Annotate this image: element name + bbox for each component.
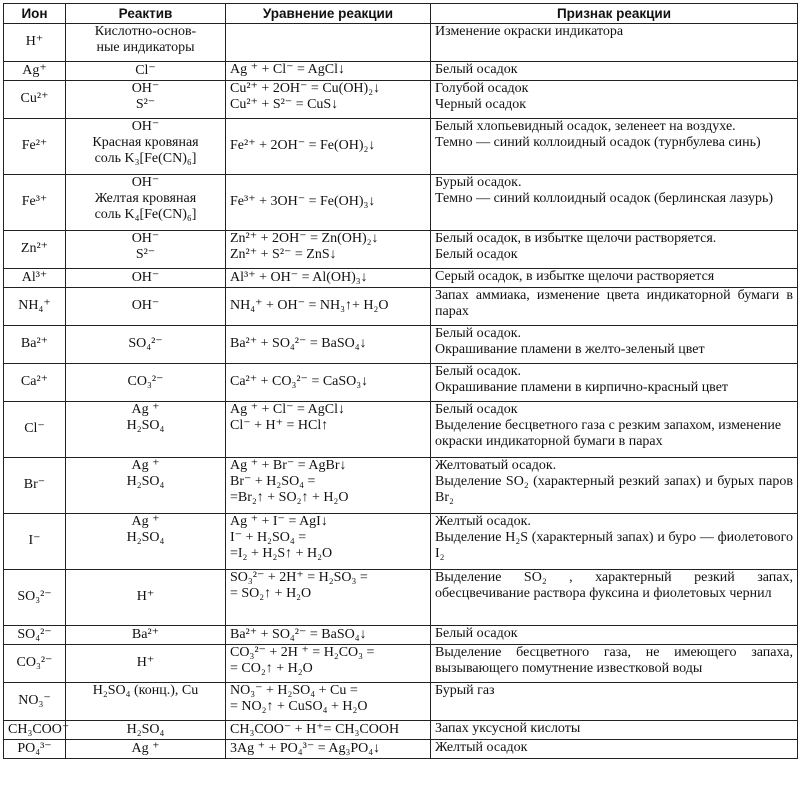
sign-cell-line: Темно — синий коллоидный осадок (турнбулева синь): [435, 135, 761, 151]
header-reagent: Реактив: [66, 4, 226, 24]
sign-cell: [431, 231, 798, 269]
equation-cell-line: Fe³⁺ + 3OH⁻ = Fe(OH)₃↓: [230, 194, 376, 210]
equation-cell-line: I⁻ + H₂SO₄ =: [230, 530, 307, 546]
reagent-cell: [66, 570, 226, 626]
reagent-cell-line: Кислотно-основ-: [94, 24, 197, 39]
equation-cell-line: Zn²⁺ + S²⁻ = ZnS↓: [230, 247, 337, 263]
header-equation: Уравнение реакции: [226, 4, 431, 24]
ion-cell: CO₃²⁻: [4, 645, 66, 683]
sign-cell-line: Голубой осадок: [435, 81, 529, 96]
equation-cell: [226, 326, 431, 364]
sign-cell: [431, 645, 798, 683]
sign-cell-line: Окрашивание пламени в кирпично-красный цвет: [435, 380, 729, 396]
reagent-cell: [66, 626, 226, 645]
sign-cell-line: Желтый осадок: [435, 740, 528, 755]
reagent-cell-line: S²⁻: [135, 247, 156, 263]
sign-cell: [431, 740, 798, 759]
sign-cell: [431, 626, 798, 645]
equation-cell-line: 3Ag ⁺ + PO₄³⁻ = Ag₃PO₄↓: [230, 740, 381, 756]
reagent-cell: [66, 402, 226, 458]
table-row: [4, 62, 798, 81]
equation-cell: [226, 740, 431, 759]
equation-cell-line: Ag ⁺ + I⁻ = AgI↓: [230, 514, 328, 529]
ion-cell: PO₄³⁻: [4, 740, 66, 759]
table-row: [4, 721, 798, 740]
equation-cell: [226, 514, 431, 570]
reagent-cell-line: H₂SO₄: [126, 474, 165, 490]
sign-cell: [431, 24, 798, 62]
sign-cell-line: Бурый газ: [435, 683, 495, 698]
reagent-cell: [66, 81, 226, 119]
table-row: [4, 288, 798, 326]
reagent-cell-line: S²⁻: [135, 97, 156, 113]
reagent-cell-line: соль K₃[Fe(CN)₆]: [94, 151, 197, 167]
equation-cell: [226, 119, 431, 175]
equation-cell-line: = NO₂↑ + CuSO₄ + H₂O: [230, 699, 368, 715]
equation-cell-line: Ag ⁺ + Cl⁻ = AgCl↓: [230, 402, 345, 417]
equation-cell: [226, 570, 431, 626]
table-body: [4, 24, 798, 759]
reagent-cell-line: H₂SO₄: [126, 530, 165, 546]
ion-cell: SO₃²⁻: [4, 570, 66, 626]
table-row: [4, 269, 798, 288]
equation-cell: [226, 269, 431, 288]
equation-cell-line: Fe²⁺ + 2OH⁻ = Fe(OH)₂↓: [230, 138, 376, 154]
sign-cell: [431, 119, 798, 175]
sign-cell-line: Белый осадок: [435, 402, 518, 417]
reagent-cell-line: OH⁻: [131, 81, 160, 96]
sign-cell-line: Выделение SO₂ , характерный резкий запах, обесцвечивание раствора фуксина и фиолетовых чернил: [435, 570, 793, 602]
table-row: [4, 81, 798, 119]
equation-cell-line: =I₂ + H₂S↑ + H₂O: [230, 546, 333, 562]
ion-cell: Fe³⁺: [4, 175, 66, 231]
reagent-cell-line: H₂SO₄: [126, 721, 165, 737]
reagent-cell: [66, 740, 226, 759]
sign-cell-line: Выделение бесцветного газа, не имеющего запаха, вызывающего помутнение известковой воды: [435, 645, 793, 677]
reagent-cell: [66, 683, 226, 721]
equation-cell-line: Ca²⁺ + CO₃²⁻ = CaSO₃↓: [230, 374, 369, 390]
reagent-cell-line: OH⁻: [131, 175, 160, 190]
sign-cell: [431, 683, 798, 721]
reagent-cell-line: соль K₄[Fe(CN)₆]: [94, 207, 197, 223]
equation-cell-line: NO₃⁻ + H₂SO₄ + Cu =: [230, 683, 358, 698]
ion-cell: Br⁻: [4, 458, 66, 514]
ion-cell: Zn²⁺: [4, 231, 66, 269]
sign-cell: [431, 570, 798, 626]
ion-cell: Ag⁺: [4, 62, 66, 81]
reagent-cell-line: OH⁻: [131, 119, 160, 134]
reagent-cell-line: Красная кровяная: [92, 135, 199, 151]
sign-cell: [431, 514, 798, 570]
ion-cell: Ba²⁺: [4, 326, 66, 364]
sign-cell-line: Темно — синий коллоидный осадок (берлинская лазурь): [435, 191, 774, 207]
sign-cell: [431, 269, 798, 288]
ion-cell: NO₃⁻: [4, 683, 66, 721]
sign-cell-line: Белый осадок: [435, 247, 518, 263]
equation-cell: [226, 288, 431, 326]
equation-cell-line: CO₃²⁻ + 2H ⁺ = H₂CO₃ =: [230, 645, 375, 660]
header-sign: Признак реакции: [431, 4, 798, 24]
sign-cell-line: Белый хлопьевидный осадок, зеленеет на воздухе.: [435, 119, 736, 134]
sign-cell: [431, 81, 798, 119]
reagent-cell-line: Желтая кровяная: [94, 191, 197, 207]
ion-cell: CH₃COO⁻: [4, 721, 66, 740]
equation-cell: [226, 721, 431, 740]
sign-cell: [431, 326, 798, 364]
equation-cell: [226, 402, 431, 458]
equation-cell: [226, 683, 431, 721]
reagent-cell-line: SO₄²⁻: [128, 336, 163, 352]
sign-cell-line: Запах аммиака, изменение цвета индикаторной бумаги в парах: [435, 288, 793, 320]
reagent-cell: [66, 364, 226, 402]
equation-cell-line: Ag ⁺ + Cl⁻ = AgCl↓: [230, 62, 345, 77]
table-row: [4, 570, 798, 626]
sign-cell: [431, 458, 798, 514]
equation-cell: [226, 458, 431, 514]
table-row: [4, 683, 798, 721]
header-ion: Ион: [4, 4, 66, 24]
sign-cell-line: Изменение окраски индикатора: [435, 24, 624, 39]
reagent-cell-line: H₂SO₄: [126, 418, 165, 434]
equation-cell: [226, 81, 431, 119]
sign-cell-line: Выделение SO₂ (характерный резкий запах) и бурых паров Br₂: [435, 474, 793, 506]
reagent-cell-line: ные индикаторы: [96, 40, 195, 56]
ion-cell: Al³⁺: [4, 269, 66, 288]
table-row: [4, 119, 798, 175]
reagent-cell-line: Ag ⁺: [131, 458, 160, 473]
equation-cell-line: CH₃COO⁻ + H⁺= CH₃COOH: [230, 721, 400, 737]
reagent-cell-line: Ag ⁺: [131, 740, 160, 756]
reagent-cell-line: OH⁻: [131, 269, 160, 285]
reagent-cell-line: OH⁻: [131, 298, 160, 314]
sign-cell-line: Белый осадок: [435, 626, 518, 641]
sign-cell: [431, 364, 798, 402]
reagent-cell-line: Cl⁻: [135, 62, 156, 78]
sign-cell: [431, 721, 798, 740]
sign-cell-line: Выделение бесцветного газа с резким запахом, изменение окраски индикаторной бумаги в парах: [435, 418, 782, 450]
ion-reactions-table: [3, 3, 798, 759]
equation-cell: [226, 62, 431, 81]
equation-cell-line: Br⁻ + H₂SO₄ =: [230, 474, 316, 490]
equation-cell: [226, 175, 431, 231]
reagent-cell: [66, 119, 226, 175]
equation-cell: [226, 24, 431, 62]
equation-cell-line: =Br₂↑ + SO₂↑ + H₂O: [230, 490, 349, 506]
sign-cell-line: Желтый осадок.: [435, 514, 531, 529]
ion-cell: NH₄⁺: [4, 288, 66, 326]
reagent-cell-line: CO₃²⁻: [127, 374, 164, 390]
equation-cell-line: SO₃²⁻ + 2H⁺ = H₂SO₃ =: [230, 570, 368, 585]
ion-cell: Cl⁻: [4, 402, 66, 458]
reagent-cell: [66, 458, 226, 514]
reagent-cell-line: Ag ⁺: [131, 514, 160, 529]
table-row: [4, 175, 798, 231]
reactions-table-container: [3, 3, 797, 759]
sign-cell-line: Бурый осадок.: [435, 175, 522, 190]
reagent-cell: [66, 269, 226, 288]
reagent-cell-line: Ba²⁺: [131, 626, 160, 642]
equation-cell-line: Ba²⁺ + SO₄²⁻ = BaSO₄↓: [230, 336, 367, 352]
sign-cell-line: Запах уксусной кислоты: [435, 721, 581, 736]
sign-cell-line: Белый осадок.: [435, 326, 522, 341]
sign-cell-line: Черный осадок: [435, 97, 527, 113]
equation-cell: [226, 626, 431, 645]
equation-cell: [226, 231, 431, 269]
ion-cell: Fe²⁺: [4, 119, 66, 175]
ion-cell: Cu²⁺: [4, 81, 66, 119]
reagent-cell-line: OH⁻: [131, 231, 160, 246]
sign-cell-line: Желтоватый осадок.: [435, 458, 557, 473]
reagent-cell: [66, 514, 226, 570]
table-row: [4, 626, 798, 645]
equation-cell-line: Cl⁻ + H⁺ = HCl↑: [230, 418, 329, 434]
equation-cell-line: = SO₂↑ + H₂O: [230, 586, 312, 602]
equation-cell-line: Cu²⁺ + 2OH⁻ = Cu(OH)₂↓: [230, 81, 381, 96]
reagent-cell: [66, 288, 226, 326]
sign-cell: [431, 402, 798, 458]
table-row: [4, 24, 798, 62]
reagent-cell-line: H⁺: [136, 589, 155, 605]
sign-cell: [431, 62, 798, 81]
sign-cell-line: Белый осадок.: [435, 364, 522, 379]
equation-cell-line: Ba²⁺ + SO₄²⁻ = BaSO₄↓: [230, 626, 367, 642]
reagent-cell: [66, 175, 226, 231]
table-row: [4, 231, 798, 269]
table-row: [4, 402, 798, 458]
reagent-cell-line: H₂SO₄ (конц.), Cu: [92, 683, 199, 698]
table-row: [4, 458, 798, 514]
equation-cell-line: Al³⁺ + OH⁻ = Al(OH)₃↓: [230, 269, 368, 285]
equation-cell-line: Ag ⁺ + Br⁻ = AgBr↓: [230, 458, 347, 473]
equation-cell: [226, 645, 431, 683]
equation-cell-line: Zn²⁺ + 2OH⁻ = Zn(OH)₂↓: [230, 231, 379, 246]
sign-cell-line: Выделение H₂S (характерный запах) и буро — фиолетового I₂: [435, 530, 793, 562]
table-row: [4, 514, 798, 570]
sign-cell-line: Окрашивание пламени в желто-зеленый цвет: [435, 342, 705, 358]
sign-cell-line: Белый осадок, в избытке щелочи растворяется.: [435, 231, 717, 246]
sign-cell-line: Белый осадок: [435, 62, 518, 77]
reagent-cell-line: H⁺: [136, 655, 155, 671]
reagent-cell: [66, 645, 226, 683]
equation-cell: [226, 364, 431, 402]
reagent-cell-line: Ag ⁺: [131, 402, 160, 417]
sign-cell: [431, 175, 798, 231]
equation-cell-line: Cu²⁺ + S²⁻ = CuS↓: [230, 97, 339, 113]
reagent-cell: [66, 24, 226, 62]
table-row: [4, 326, 798, 364]
reagent-cell: [66, 721, 226, 740]
table-row: [4, 364, 798, 402]
sign-cell: [431, 288, 798, 326]
ion-cell: Ca²⁺: [4, 364, 66, 402]
reagent-cell: [66, 326, 226, 364]
table-row: [4, 645, 798, 683]
reagent-cell: [66, 231, 226, 269]
ion-cell: SO₄²⁻: [4, 626, 66, 645]
equation-cell-line: NH₄⁺ + OH⁻ = NH₃↑+ H₂O: [230, 298, 389, 314]
equation-cell-line: = CO₂↑ + H₂O: [230, 661, 313, 677]
ion-cell: I⁻: [4, 514, 66, 570]
table-row: [4, 740, 798, 759]
sign-cell-line: Серый осадок, в избытке щелочи растворяется: [435, 269, 715, 284]
ion-cell: H⁺: [4, 24, 66, 62]
reagent-cell: [66, 62, 226, 81]
table-header-row: [4, 4, 798, 24]
